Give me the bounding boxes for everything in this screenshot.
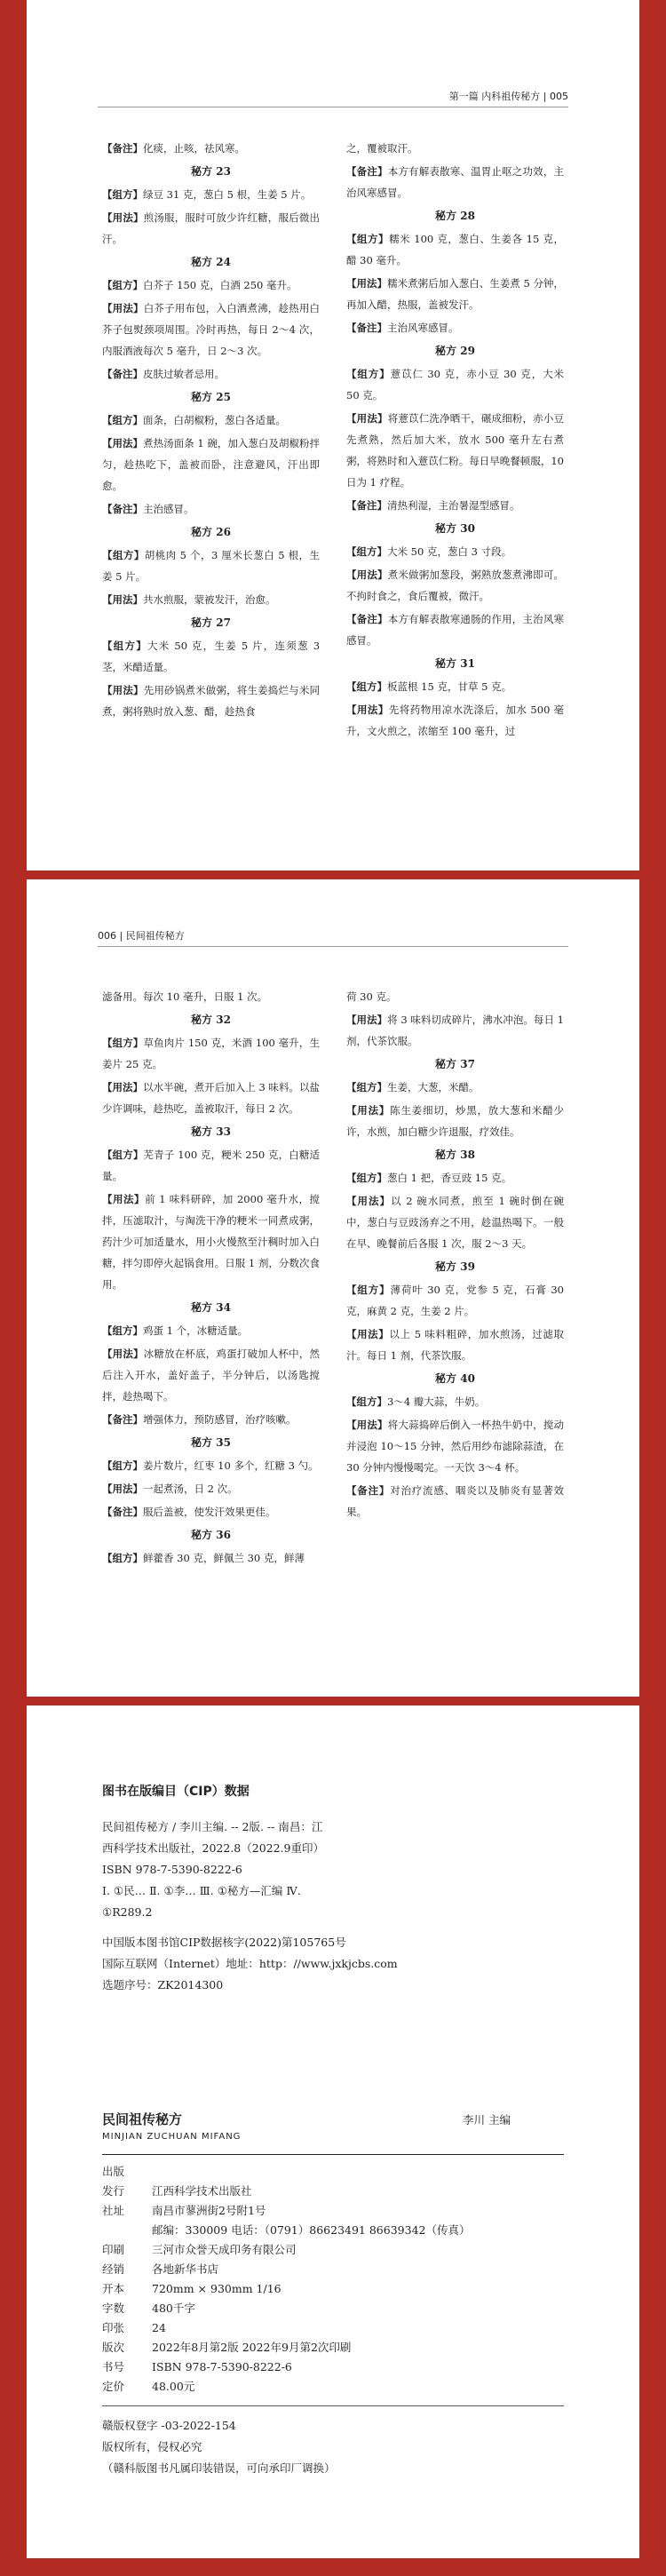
recipe-entry (102, 363, 320, 385)
meta-label: 发行 (102, 2184, 125, 2198)
entry-text: 糯米煮粥后加入葱白、生姜煮 5 分钟，再加入醋，热服，盖被发汗。 (346, 277, 564, 311)
meta-row (102, 2318, 564, 2338)
entry-text: 陈生姜细切，炒黑，放大葱和米醋少许，水煎，加白糖少许退服，疗效佳。 (346, 1104, 565, 1138)
entry-text: 将 3 味料切成碎片，沸水冲泡。每日 1 剂，代茶饮服。 (346, 1014, 564, 1047)
recipe-entry (102, 1547, 320, 1569)
recipe-heading: 秘方 27 (191, 616, 231, 629)
recipe-entry (102, 138, 320, 159)
recipe-entry (346, 138, 564, 159)
entry-text: 3～4 瓣大蒜，牛奶。 (387, 1395, 486, 1408)
entry-text: 之，覆被取汗。 (346, 142, 418, 155)
recipe-entry (102, 274, 320, 296)
entry-text: 白芥子用布包，入白酒煮沸，趁热用白芥子包熨颈项周围。冷时再热，每日 2～4 次，内服酒液每次 5 毫升，日 2～3 次。 (102, 302, 321, 357)
entry-text: 面条，白胡椒粉，葱白各适量。 (143, 414, 286, 426)
entry-text: 主治感冒。 (143, 503, 194, 515)
recipe-entry (102, 1343, 320, 1407)
recipe-entry (102, 1189, 320, 1295)
recipe-entry (102, 184, 320, 205)
meta-row (102, 2377, 564, 2397)
book-title: 民间祖传秘方 (102, 2111, 183, 2127)
meta-row (102, 2182, 564, 2201)
entry-tag: 【用法】 (102, 1348, 144, 1360)
recipe-heading: 秘方 34 (191, 1301, 231, 1314)
book-page-006 (27, 879, 639, 1697)
left-column (102, 986, 320, 1570)
recipe-entry (102, 986, 320, 1007)
meta-label: 字数 (102, 2302, 125, 2315)
recipe-entry (102, 1501, 320, 1523)
recipe-entry (346, 1167, 564, 1189)
recipe-entry (346, 228, 564, 271)
entry-tag: 【用法】 (102, 1193, 146, 1205)
recipe-entry (102, 1409, 320, 1430)
right-column (346, 138, 564, 743)
recipe-entry (102, 498, 320, 520)
entry-tag: 【备注】 (346, 499, 387, 512)
entry-text: 先用砂锅煮米做粥，将生姜捣烂与米同煮，粥将熟时放入葱、醋，趁热食 (102, 684, 321, 718)
entry-text: 共水煎服，蒙被发汗，治愈。 (143, 593, 276, 606)
entry-tag: 【用法】 (102, 1483, 143, 1495)
meta-value: 南昌市蓼洲街2号附1号 (152, 2204, 266, 2217)
recipe-heading: 秘方 30 (435, 522, 475, 535)
entry-text: 主治风寒感冒。 (387, 322, 459, 334)
entry-tag: 【用法】 (102, 684, 144, 696)
recipe-entry (346, 1324, 564, 1366)
entry-tag: 【用法】 (346, 1419, 388, 1431)
recipe-entry (346, 1190, 564, 1254)
meta-row (102, 2260, 564, 2279)
recipe-entry (346, 1009, 564, 1052)
recipe-entry (102, 207, 320, 250)
recipe-entry (102, 1077, 320, 1119)
entry-text: 糯米 100 克，葱白、生姜各 15 克，醋 30 毫升。 (346, 233, 564, 266)
recipe-entry (346, 1414, 564, 1478)
recipe-entry (346, 1391, 564, 1412)
meta-row (102, 2201, 564, 2221)
recipe-entry (346, 699, 564, 742)
meta-label: 版次 (102, 2341, 125, 2354)
entry-tag: 【组方】 (102, 549, 145, 561)
entry-tag: 【组方】 (102, 1037, 144, 1049)
meta-label: 社址 (102, 2204, 125, 2217)
recipe-entry (346, 408, 564, 493)
meta-row (102, 2162, 564, 2182)
entry-text: 煮米做粥加葱段，粥熟放葱煮沸即可。不拘时食之，食后覆被，微汗。 (346, 568, 565, 602)
entry-tag: 【备注】 (102, 368, 143, 380)
divider (102, 2405, 564, 2406)
meta-row (102, 2279, 564, 2299)
entry-tag: 【备注】 (102, 1413, 143, 1426)
meta-value: 邮编：330009 电话：（0791）86623491 86639342（传真） (152, 2223, 471, 2237)
meta-row (102, 2338, 564, 2357)
entry-tag: 【组方】 (102, 188, 143, 201)
entry-text: 清热利湿，主治暑湿型感冒。 (387, 499, 520, 512)
recipe-heading: 秘方 37 (435, 1058, 475, 1070)
recipe-entry (102, 1478, 320, 1499)
entry-tag: 【用法】 (346, 1328, 390, 1340)
entry-tag: 【组方】 (102, 414, 143, 426)
entry-tag: 【用法】 (102, 593, 143, 606)
recipe-entry (102, 1032, 320, 1075)
entry-text: 化痰，止咳，祛风寒。 (143, 142, 245, 155)
book-info (102, 2110, 564, 2479)
recipe-entry (346, 273, 564, 315)
recipe-entry (346, 161, 564, 203)
entry-text: 生姜，大葱，米醋。 (387, 1081, 480, 1093)
recipe-entry (102, 589, 320, 610)
recipe-entry (102, 1144, 320, 1187)
entry-text: 薏苡仁 30 克，赤小豆 30 克，大米 50 克。 (346, 368, 565, 402)
recipe-entry (102, 409, 320, 431)
entry-text: 草鱼肉片 150 克，米酒 100 毫升，生姜片 25 克。 (102, 1037, 321, 1070)
cip-line: 民间祖传秘方 / 李川主编. -- 2版. -- 南昌：江 (102, 1820, 323, 1833)
book-pinyin: MINJIAN ZUCHUAN MIFANG (102, 2132, 242, 2142)
meta-value: 24 (152, 2321, 166, 2334)
recipe-entry (102, 545, 320, 587)
cip-line: Ⅰ. ①民… Ⅱ. ①李… Ⅲ. ①秘方—汇编 Ⅳ. (102, 1884, 301, 1897)
entry-tag: 【用法】 (102, 1081, 144, 1093)
entry-tag: 【用法】 (346, 1104, 391, 1117)
cip-line: 国际互联网（Internet）地址：http：//www.jxkjcbs.com (102, 1957, 398, 1970)
entry-tag: 【组方】 (102, 640, 147, 652)
publication-meta (102, 2162, 564, 2397)
entry-text: 本方有解表散寒、温胃止呕之功效，主治风寒感冒。 (346, 165, 565, 199)
meta-value: ISBN 978-7-5390-8222-6 (152, 2360, 292, 2373)
entry-tag: 【备注】 (346, 322, 387, 334)
entry-text: 板蓝根 15 克，甘草 5 克。 (387, 680, 512, 693)
recipe-heading: 秘方 33 (191, 1125, 231, 1138)
legal-line: （赣科版图书凡属印装错误，可向承印厂调换） (102, 2461, 336, 2475)
entry-text: 以上 5 味料粗碎，加水煎汤，过滤取汁。每日 1 剂，代茶饮服。 (346, 1328, 564, 1362)
entry-text: 滤备用。每次 10 毫升，日服 1 次。 (102, 990, 268, 1003)
entry-text: 先将药物用凉水洗涤后，加水 500 毫升，文火煎之，浓缩至 100 毫升，过 (346, 704, 564, 737)
entry-text: 大米 50 克，葱白 3 寸段。 (387, 545, 512, 558)
entry-tag: 【组方】 (102, 1552, 143, 1564)
meta-value: 三河市众誉天成印务有限公司 (152, 2243, 297, 2256)
meta-label: 定价 (102, 2380, 125, 2393)
recipe-entry (346, 986, 564, 1007)
recipe-heading: 秘方 40 (435, 1372, 475, 1385)
cip-block (102, 1781, 564, 1996)
cip-line: ①R289.2 (102, 1905, 153, 1919)
meta-label: 出版 (102, 2165, 125, 2178)
entry-text: 大米 50 克，生姜 5 片，连须葱 3 茎，米醋适量。 (102, 640, 321, 673)
legal-notice (102, 2415, 564, 2479)
cip-lines (102, 1817, 564, 1923)
divider (102, 2154, 564, 2155)
legal-line: 版权所有，侵权必究 (102, 2440, 202, 2453)
meta-value: 720mm × 930mm 1/16 (152, 2282, 281, 2295)
recipe-heading: 秘方 28 (435, 210, 475, 222)
entry-text: 本方有解表散寒通肠的作用，主治风寒感冒。 (346, 613, 565, 647)
entry-tag: 【用法】 (102, 302, 144, 314)
meta-label: 经销 (102, 2262, 125, 2276)
entry-tag: 【备注】 (346, 1484, 391, 1497)
entry-tag: 【备注】 (346, 613, 388, 625)
entry-text: 以 2 碗水同煮，煎至 1 碗时倒在碗中，葱白与豆豉汤弃之不用，趁温热喝下。一般在早、晚餐前后各服 1 次，服 2～3 天。 (346, 1195, 564, 1250)
meta-row (102, 2299, 564, 2318)
recipe-heading: 秘方 23 (191, 165, 231, 178)
entry-tag: 【组方】 (346, 368, 391, 380)
entry-tag: 【组方】 (102, 1149, 144, 1161)
entry-text: 葱白 1 把，香豆豉 15 克。 (387, 1172, 512, 1184)
cip-line: ISBN 978-7-5390-8222-6 (102, 1863, 242, 1876)
entry-tag: 【组方】 (346, 1172, 387, 1184)
right-column (346, 986, 564, 1570)
recipe-entry (346, 317, 564, 338)
two-column-text (102, 986, 564, 1570)
entry-tag: 【组方】 (346, 1081, 387, 1093)
entry-tag: 【组方】 (346, 545, 387, 558)
recipe-heading: 秘方 24 (191, 256, 231, 268)
entry-text: 芜青子 100 克，粳米 250 克，白糖适量。 (102, 1149, 321, 1182)
recipe-heading: 秘方 31 (435, 657, 475, 670)
recipe-entry (346, 608, 564, 651)
meta-label (102, 2221, 152, 2240)
recipe-entry (346, 1279, 564, 1322)
entry-tag: 【组方】 (102, 1459, 143, 1472)
meta-value: 48.00元 (152, 2380, 195, 2393)
entry-text: 对治疗流感、咽炎以及肺炎有显著效果。 (346, 1484, 565, 1518)
entry-text: 薄荷叶 30 克，党参 5 克，石膏 30 克，麻黄 2 克，生姜 2 片。 (346, 1284, 564, 1317)
entry-tag: 【备注】 (102, 142, 143, 155)
entry-text: 冰糖放在杯底，鸡蛋打破加人杯中，然后注入开水，盖好盖子，半分钟后，以汤匙搅拌，趁热喝下。 (102, 1348, 321, 1403)
recipe-heading: 秘方 38 (435, 1149, 475, 1161)
entry-tag: 【用法】 (346, 1014, 388, 1026)
meta-label: 印刷 (102, 2243, 125, 2256)
recipe-heading: 秘方 25 (191, 391, 231, 403)
entry-tag: 【用法】 (346, 704, 389, 716)
cip-lines-2 (102, 1932, 564, 1996)
running-head: 006 | 民间祖传秘方 (98, 928, 568, 947)
book-editor: 李川 主编 (463, 2113, 511, 2127)
cip-line: 西科学技术出版社，2022.8（2022.9重印） (102, 1841, 324, 1855)
entry-text: 白芥子 150 克，白酒 250 毫升。 (143, 279, 297, 291)
meta-label: 书号 (102, 2360, 125, 2373)
meta-label: 开本 (102, 2282, 125, 2295)
entry-tag: 【组方】 (346, 1284, 391, 1296)
meta-row (102, 2240, 564, 2260)
entry-tag: 【组方】 (346, 680, 387, 693)
cip-title: 图书在版编目（CIP）数据 (102, 1785, 250, 1799)
entry-tag: 【用法】 (102, 437, 144, 449)
entry-text: 绿豆 31 克，葱白 5 根，生姜 5 片。 (143, 188, 312, 201)
recipe-entry (346, 1077, 564, 1098)
recipe-entry (346, 363, 564, 406)
entry-tag: 【用法】 (346, 277, 388, 290)
cip-line: 中国版本图书馆CIP数据核字(2022)第105765号 (102, 1936, 346, 1949)
entry-text: 鸡蛋 1 个，冰糖适量。 (143, 1324, 249, 1337)
entry-tag: 【用法】 (346, 1195, 392, 1207)
recipe-entry (346, 676, 564, 697)
entry-text: 煮热汤面条 1 碗，加入葱白及胡椒粉拌匀，趁热吃下，盖被而卧，注意避风，汗出即愈。 (102, 437, 320, 492)
entry-tag: 【用法】 (102, 211, 144, 224)
entry-text: 煎汤服，服时可放少许红糖，服后微出汗。 (102, 211, 321, 245)
meta-row (102, 2357, 564, 2377)
recipe-entry (346, 564, 564, 607)
entry-text: 荷 30 克。 (346, 990, 397, 1003)
entry-tag: 【用法】 (346, 412, 388, 425)
entry-tag: 【组方】 (346, 1395, 387, 1408)
entry-tag: 【组方】 (346, 233, 390, 245)
recipe-heading: 秘方 29 (435, 345, 475, 357)
recipe-entry (102, 433, 320, 497)
entry-tag: 【备注】 (346, 165, 388, 178)
entry-text: 姜片数片，红枣 10 多个，红糖 3 勺。 (143, 1459, 319, 1472)
entry-text: 皮肤过敏者忌用。 (143, 368, 225, 380)
meta-row (102, 2221, 564, 2240)
recipe-heading: 秘方 32 (191, 1014, 231, 1026)
recipe-heading: 秘方 26 (191, 526, 231, 538)
entry-text: 将薏苡仁洗净晒干，碾成细粉，赤小豆先煮熟，然后加大米，放水 500 毫升左右煮粥，将熟时和入薏苡仁粉。每日早晚餐顿服，10 日为 1 疗程。 (346, 412, 565, 489)
recipe-entry (102, 298, 320, 362)
meta-value: 各地新华书店 (152, 2262, 219, 2276)
entry-text: 以水半碗，煮开后加入上 3 味料。以盐少许调味，趁热吃，盖被取汗，每日 2 次。 (102, 1081, 320, 1115)
entry-text: 服后盖被，使发汗效果更佳。 (143, 1506, 276, 1518)
left-column (102, 138, 320, 743)
recipe-entry (102, 680, 320, 722)
recipe-heading: 秘方 35 (191, 1436, 231, 1449)
meta-value: 2022年8月第2版 2022年9月第2次印刷 (152, 2341, 352, 2354)
recipe-entry (102, 635, 320, 678)
book-page-005 (27, 0, 639, 871)
recipe-entry (102, 1320, 320, 1341)
entry-text: 前 1 味料研碎，加 2000 毫升水，搅拌，压滤取汁，与淘洗干净的粳米一同煮成粥，药汁少可加适量水，用小火慢熬至汁稠时加入白糖，拌匀即停火起锅食用。日服 1 剂，分数次食用。 (102, 1193, 320, 1291)
entry-tag: 【组方】 (102, 1324, 143, 1337)
copyright-page (27, 1705, 639, 2558)
two-column-text (102, 138, 564, 743)
recipe-entry (346, 541, 564, 562)
meta-value: 江西科学技术出版社 (152, 2184, 252, 2198)
recipe-entry (346, 495, 564, 516)
legal-line: 赣版权登字 -03-2022-154 (102, 2419, 236, 2432)
entry-tag: 【组方】 (102, 279, 143, 291)
recipe-entry (346, 1100, 564, 1142)
entry-text: 鲜藿香 30 克，鲜佩兰 30 克，鲜薄 (143, 1552, 305, 1564)
recipe-heading: 秘方 36 (191, 1529, 231, 1541)
meta-label: 印张 (102, 2321, 125, 2334)
recipe-heading: 秘方 39 (435, 1260, 475, 1273)
entry-tag: 【备注】 (102, 1506, 143, 1518)
meta-value: 480千字 (152, 2302, 195, 2315)
cip-line: 选题序号：ZK2014300 (102, 1978, 224, 1992)
recipe-entry (102, 1455, 320, 1476)
meta-value (152, 2162, 564, 2182)
entry-text: 胡桃肉 5 个，3 厘米长葱白 5 根，生姜 5 片。 (102, 549, 320, 583)
entry-tag: 【备注】 (102, 503, 143, 515)
entry-text: 增强体力，预防感冒，治疗咳嗽。 (143, 1413, 297, 1426)
entry-text: 将大蒜捣碎后倒入一杯热牛奶中，搅动并浸泡 10～15 分钟，然后用纱布滤除蒜渣，在 30 分钟内慢慢喝完。一天饮 3～4 杯。 (346, 1419, 565, 1474)
running-head: 第一篇 内科祖传秘方 | 005 (98, 89, 568, 107)
entry-tag: 【用法】 (346, 568, 388, 581)
entry-text: 一起煮汤，日 2 次。 (143, 1483, 238, 1495)
recipe-entry (346, 1480, 564, 1523)
